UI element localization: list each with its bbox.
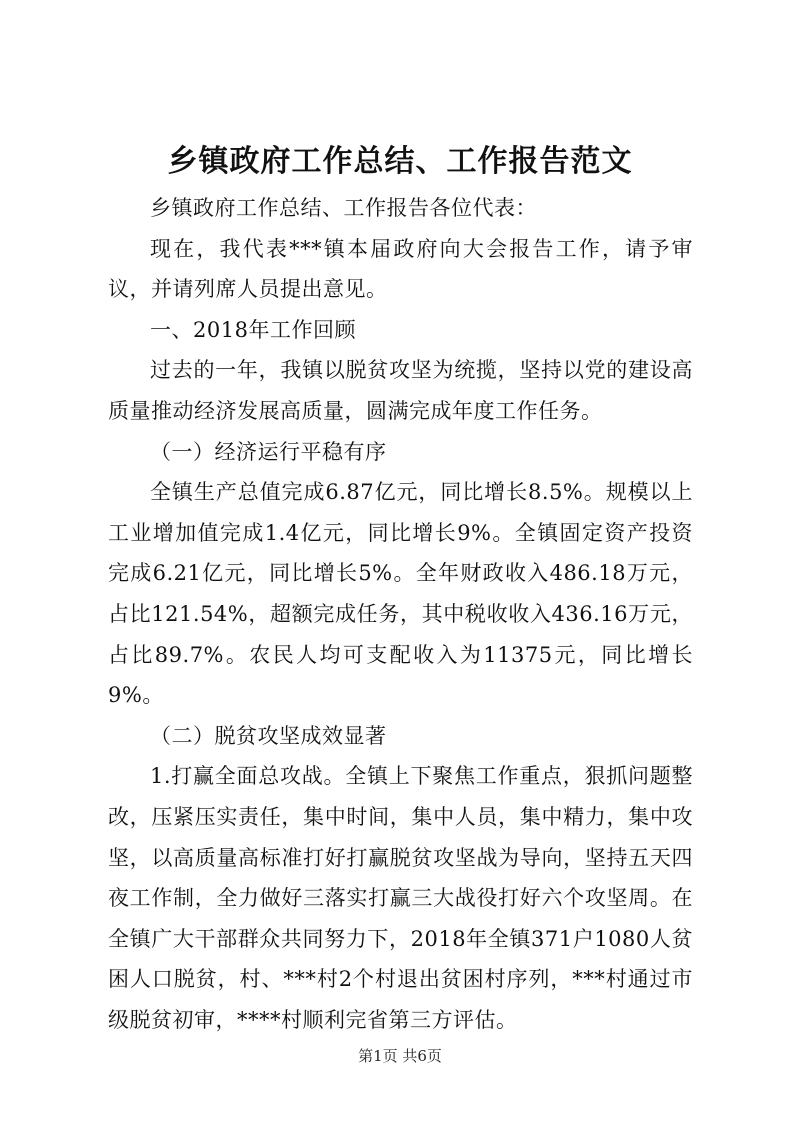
paragraph-opening: 现在，我代表***镇本届政府向大会报告工作，请予审议，并请列席人员提出意见。 [108,236,693,302]
paragraph-poverty: 1.打赢全面总攻战。全镇上下聚焦工作重点，狠抓问题整改，压紧压实责任，集中时间，集中人员，集中精力，集中攻坚，以高质量高标准打好打赢脱贫攻坚战为导向，坚持五天四夜工作制，全力做好三落实打赢三大战役打好六个攻坚周。在全镇广大干部群众共同努力下，2018年全镇371户1080人贫困人口脱贫，村、***村2个村退出贫困村序列，***村通过市级脱贫初审，****村顺利完省第三方评估。 [108,764,693,1032]
paragraph-salutation: 乡镇政府工作总结、工作报告各位代表： [150,196,537,220]
subsection-heading-economy: （一）经济运行平稳有序 [150,439,387,464]
paragraph-overview: 过去的一年，我镇以脱贫攻坚为统揽，坚持以党的建设高质量推动经济发展高质量，圆满完成年度工作任务。 [108,358,693,423]
paragraph-economy: 全镇生产总值完成6.87亿元，同比增长8.5%。规模以上工业增加值完成1.4亿元，同比增长9%。全镇固定资产投资完成6.21亿元，同比增长5%。全年财政收入486.18万元，占比121.54%，超额完成任务，其中税收收入436.16万元，占比89.7%。农民人均可支配收入为11375元，同比增长9%。 [108,480,693,708]
subsection-heading-poverty: （二）脱贫攻坚成效显著 [150,723,387,748]
document-body [108,188,693,1040]
document-title: 乡镇政府工作总结、工作报告范文 [167,144,633,179]
page-footer: 第1页 共6页 [358,1047,442,1065]
section-heading-review: 一、2018年工作回顾 [150,317,356,342]
